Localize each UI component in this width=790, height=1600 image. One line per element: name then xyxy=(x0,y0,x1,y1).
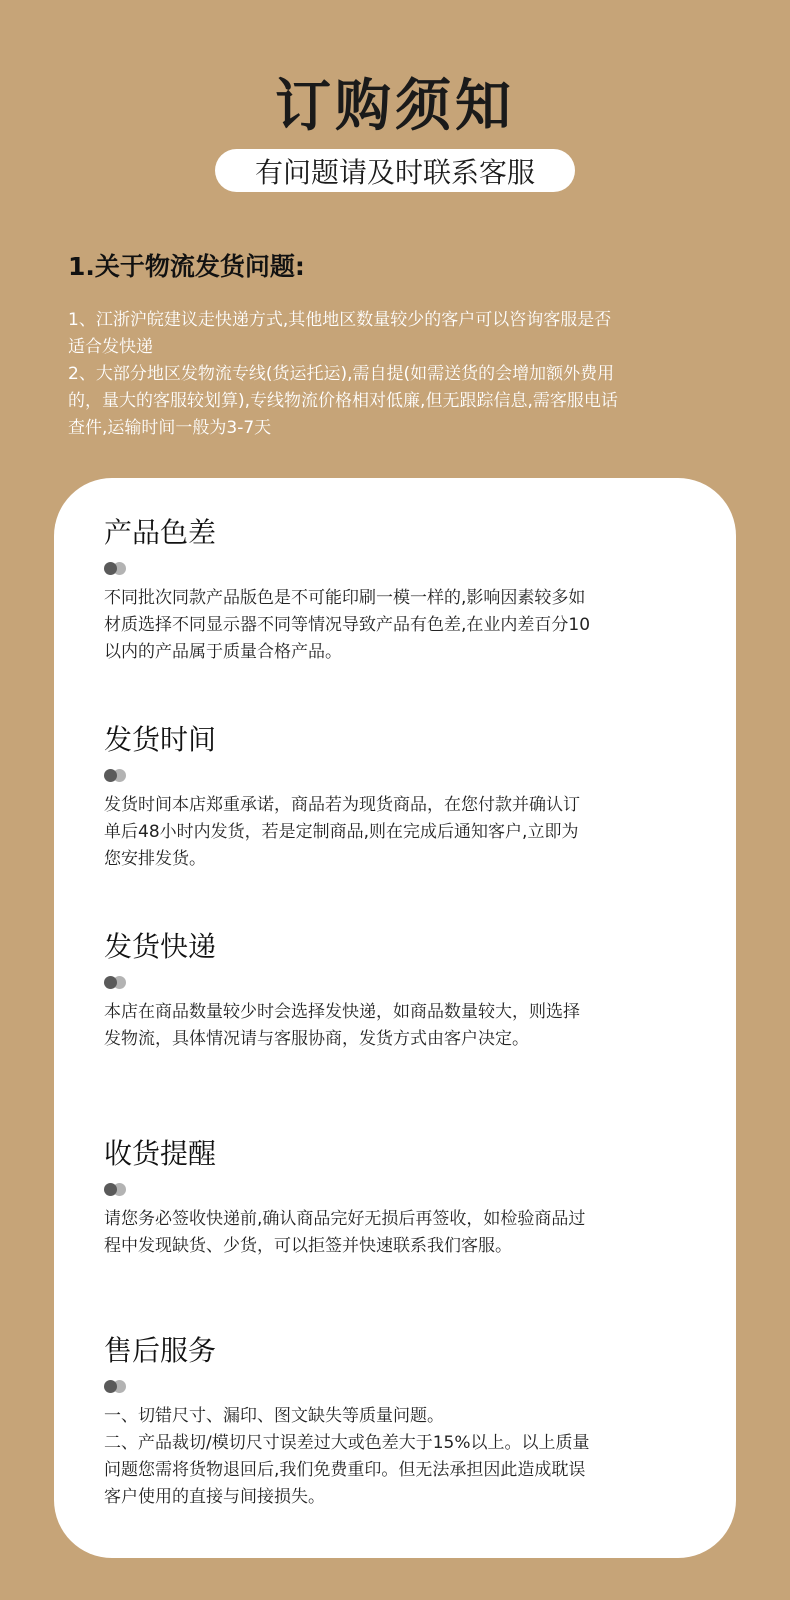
bullet-dots-icon xyxy=(104,769,684,783)
bullet-dots-icon xyxy=(104,976,684,990)
bullet-dots-icon xyxy=(104,562,684,576)
item-title: 收货提醒 xyxy=(104,1137,217,1170)
item-line: 问题您需将货物退回后,我们免费重印。但无法承担因此造成耽误 xyxy=(104,1460,586,1480)
bullet-dots-icon xyxy=(104,1380,684,1394)
item-line: 请您务必签收快递前,确认商品完好无损后再签收，如检验商品过 xyxy=(104,1209,586,1229)
logistics-heading: 1.关于物流发货问题: xyxy=(68,252,305,281)
item-title: 产品色差 xyxy=(104,516,217,549)
subtitle-badge xyxy=(215,149,575,192)
item-line: 材质选择不同显示器不同等情况导致产品有色差,在业内差百分10 xyxy=(104,615,591,635)
item-body xyxy=(104,1206,684,1260)
notice-item-color-difference xyxy=(104,516,684,666)
notice-item-receipt xyxy=(104,1137,684,1260)
item-body xyxy=(104,999,684,1053)
item-body xyxy=(104,792,684,873)
item-line: 不同批次同款产品版色是不可能印刷一模一样的,影响因素较多如 xyxy=(104,588,586,608)
logistics-line: 适合发快递 xyxy=(68,337,153,357)
logistics-line: 1、江浙沪皖建议走快递方式,其他地区数量较少的客户可以咨询客服是否 xyxy=(68,310,612,330)
page-title: 订购须知 xyxy=(275,74,515,139)
item-line: 一、切错尺寸、漏印、图文缺失等质量问题。 xyxy=(104,1406,444,1426)
notice-item-express xyxy=(104,930,684,1053)
item-line: 单后48小时内发货，若是定制商品,则在完成后通知客户,立即为 xyxy=(104,822,579,842)
notice-card xyxy=(54,478,736,1558)
item-title: 发货快递 xyxy=(104,930,217,963)
notice-item-after-sales xyxy=(104,1334,684,1511)
item-title: 发货时间 xyxy=(104,723,217,756)
item-line: 您安排发货。 xyxy=(104,849,206,869)
item-body xyxy=(104,1403,684,1511)
item-line: 以内的产品属于质量合格产品。 xyxy=(104,642,342,662)
logistics-line: 2、大部分地区发物流专线(货运托运),需自提(如需送货的会增加额外费用 xyxy=(68,364,615,384)
item-line: 二、产品裁切/模切尺寸误差过大或色差大于15%以上。以上质量 xyxy=(104,1433,590,1453)
item-body xyxy=(104,585,684,666)
item-line: 客户使用的直接与间接损失。 xyxy=(104,1487,325,1507)
logistics-body xyxy=(68,307,718,442)
item-line: 本店在商品数量较少时会选择发快递，如商品数量较大，则选择 xyxy=(104,1002,580,1022)
bullet-dots-icon xyxy=(104,1183,684,1197)
item-title: 售后服务 xyxy=(104,1334,217,1367)
logistics-line: 查件,运输时间一般为3-7天 xyxy=(68,418,272,438)
item-line: 发物流，具体情况请与客服协商，发货方式由客户决定。 xyxy=(104,1029,529,1049)
item-line: 程中发现缺货、少货，可以拒签并快速联系我们客服。 xyxy=(104,1236,512,1256)
notice-item-shipping-time xyxy=(104,723,684,873)
logistics-line: 的，量大的客服较划算),专线物流价格相对低廉,但无跟踪信息,需客服电话 xyxy=(68,391,618,411)
subtitle-text: 有问题请及时联系客服 xyxy=(254,155,535,189)
item-line: 发货时间本店郑重承诺，商品若为现货商品，在您付款并确认订 xyxy=(104,795,580,815)
